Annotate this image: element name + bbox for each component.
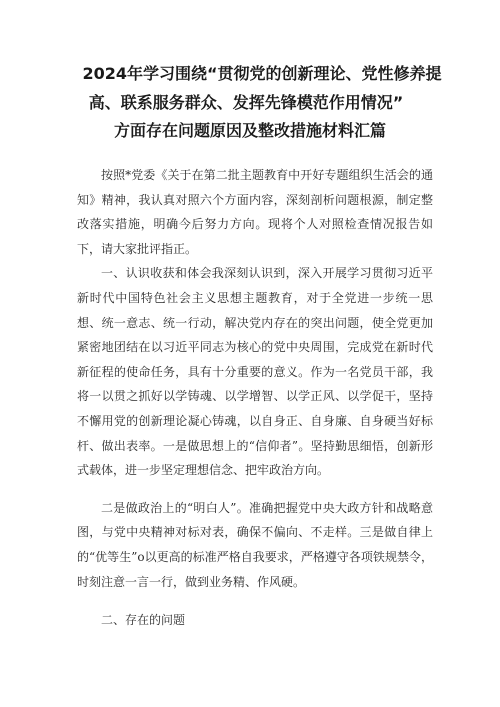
paragraph-intro: 按照*党委《关于在第二批主题教育中开好专题组织生活会的通知》精神，我认真对照六个方面内容，深刻剖析问题根源，制定整改落实措施，明确今后努力方向。现将个人对照检查情况报告如下，请大家批评指正。 bbox=[77, 168, 433, 256]
document-title-line-1: 2024年学习围绕“贯彻党的创新理论、党性修养提 bbox=[82, 64, 442, 83]
document-title-line-2: 高、联系服务群众、发挥先锋模范作用情况” bbox=[88, 93, 404, 112]
document-title-line-3: 方面存在问题原因及整改措施材料汇篇 bbox=[113, 121, 386, 140]
paragraph-section-one: 一、认识收获和体会我深刻认识到，深入开展学习贯彻习近平新时代中国特色社会主义思想主题教育，对于全党进一步统一思想、统一意志、统一行动，解决党内存在的突出问题，使全党更加紧密地团结在以习近平同志为核心的党中央周围，完成党在新时代新征程的使命任务，具有十分重要的意义。作为一名党员干部，我将一以贯之抓好以学铸魂、以学增智、以学正风、以学促干，坚持不懈用党的创新理论凝心铸魂，以自身正、自身廉、自身硬当好标杆、做出表率。一是做思想上的“信仰者”。坚持勤思细悟，创新形式载体，进一步坚定理想信念、把牢政治方向。 bbox=[77, 266, 433, 478]
section-heading-problems: 二、存在的问题 bbox=[101, 613, 186, 628]
paragraph-political: 二是做政治上的“明白人”。准确把握党中央大政方针和战略意图，与党中央精神对标对表，确保不偏向、不走样。三是做自律上的“优等生”o以更高的标准严格自我要求，严格遵守各项铁规禁令，时刻注意一言一行，做到业务精、作风硬。 bbox=[77, 500, 433, 589]
document-body bbox=[77, 163, 433, 633]
